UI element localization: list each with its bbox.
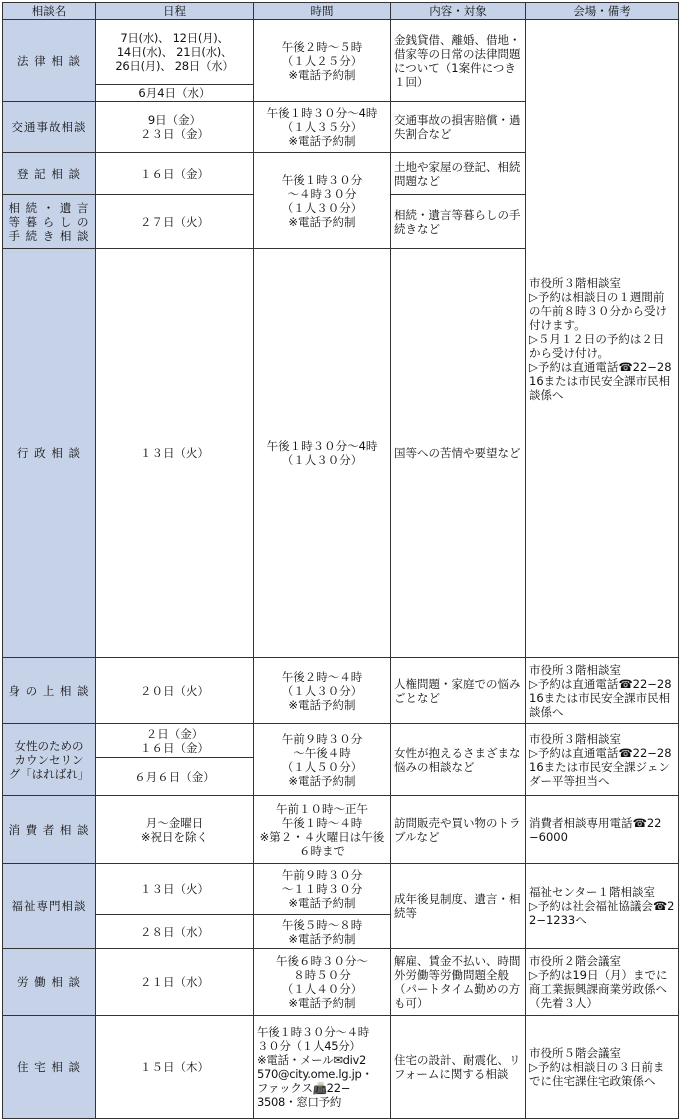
row-content-kotsu: 交通事故の損害賠償・過失割合など [391, 102, 526, 153]
row-date-kotsu: 9日（金） ２３日（金） [96, 102, 254, 153]
header-date: 日程 [96, 3, 254, 20]
table-row [3, 864, 679, 915]
row-content-josei: 女性が抱えるさまざまな悩みの相談など [391, 724, 526, 796]
row-content-toki: 土地や家屋の登記、相続問題など [391, 153, 526, 195]
venue-josei: 市役所３階相談室 ▷予約は直通電話☎22−2816または市民安全課ジェンダー平等担当へ [526, 724, 679, 796]
row-date-fukushi: １３日（火） [96, 864, 254, 915]
row-time2-fukushi: 午後５時～８時 ※電話予約制 [254, 915, 391, 949]
table-row [3, 796, 679, 864]
row-date-jutaku: １５日（木） [96, 1016, 254, 1119]
row-content-jutaku: 住宅の設計、耐震化、リフォームに関する相談 [391, 1016, 526, 1119]
row-date-shohisha: 月～金曜日 ※祝日を除く [96, 796, 254, 864]
row-date-minoue: ２０日（火） [96, 658, 254, 724]
venue-rodo: 市役所２階会議室 ▷予約は19日（月）までに商工業振興課商業労政係へ（先着３人） [526, 949, 679, 1016]
row-content-horitsu: 金銭貸借、離婚、借地・借家等の日常の法律問題について（1案件につき１回） [391, 20, 526, 102]
row-name-shohisha: 消 費 者 相 談 [3, 796, 96, 864]
consultation-table [2, 2, 679, 1119]
row-name-rodo: 労 働 相 談 [3, 949, 96, 1016]
row-content-minoue: 人権問題・家庭での悩みごとなど [391, 658, 526, 724]
row-time-horitsu: 午後２時～５時 （１人２５分） ※電話予約制 [254, 20, 391, 102]
venue-minoue: 市役所３階相談室 ▷予約は直通電話☎22−2816または市民安全課市民相談係へ [526, 658, 679, 724]
row-date2-fukushi: ２８日（水） [96, 915, 254, 949]
row-name-josei: 女性のための カウンセリン グ「はればれ」 [3, 724, 96, 796]
header-venue: 会場・備考 [526, 3, 679, 20]
venue-jutaku: 市役所５階会議室 ▷予約は相談日の３日前までに住宅課住宅政策係へ [526, 1016, 679, 1119]
row-time-kotsu: 午後１時３０分～4時 （１人３５分） ※電話予約制 [254, 102, 391, 153]
row-name-horitsu: 法 律 相 談 [3, 20, 96, 102]
venue-group1: 市役所３階相談室 ▷予約は相談日の１週間前の午前８時３０分から受け付けます。 ▷５月１２日の予約は２日から受け付け。 ▷予約は直通電話☎22−2816または市民安全課市民相談係へ [526, 20, 679, 658]
row-date-toki: １６日（金） [96, 153, 254, 195]
row-time-jutaku: 午後１時３０分～４時 ３０分（１人45分） ※電話・メール✉div2 570@city.ome.lg.jp・ ファックス📠22− 3508・窓口予約 [254, 1016, 391, 1119]
row-time-rodo: 午後６時３０分～ ８時５０分 （１人４０分） ※電話予約制 [254, 949, 391, 1016]
row-content-gyosei: 国等への苦情や要望など [391, 249, 526, 658]
row-time-gyosei: 午後１時３０分～4時 （１人３０分） [254, 249, 391, 658]
table-row [3, 949, 679, 1016]
table-row [3, 724, 679, 758]
venue-shohisha: 消費者相談専用電話☎22−6000 [526, 796, 679, 864]
row-name-fukushi: 福祉専門相談 [3, 864, 96, 949]
table-row [3, 1016, 679, 1119]
row-time-fukushi: 午前９時３０分 ～１１時３０分 ※電話予約制 [254, 864, 391, 915]
row-content-rodo: 解雇、賃金不払い、時間外労働等労働問題全般（パートタイム勤めの方も可） [391, 949, 526, 1016]
row-date-josei: ２日（金） １６日（金） [96, 724, 254, 758]
row-time-toki: 午後１時３０分 ～４時３０分 （１人３０分） ※電話予約制 [254, 153, 391, 249]
row-date-horitsu: 7日(水)、 12日(月)、 14日(水)、 21日(水)、 26日(月)、 28日（水） [96, 20, 254, 85]
table-row [3, 658, 679, 724]
header-content: 内容・対象 [391, 3, 526, 20]
row-name-jutaku: 住 宅 相 談 [3, 1016, 96, 1119]
table-header-row [3, 3, 679, 20]
row-content-fukushi: 成年後見制度、遺言・相続等 [391, 864, 526, 949]
row-time-shohisha: 午前１０時～正午 午後１時～４時 ※第２・４火曜日は午後６時まで [254, 796, 391, 864]
row-name-sozoku: 相 続 ・ 遺 言 等 暮 ら し の 手 続 き 相 談 [3, 195, 96, 249]
row-name-gyosei: 行 政 相 談 [3, 249, 96, 658]
row-date2-josei: ６月６日（金） [96, 758, 254, 796]
row-date-gyosei: １３日（火） [96, 249, 254, 658]
venue-fukushi: 福祉センター１階相談室 ▷予約は社会福祉協議会☎22−1233へ [526, 864, 679, 949]
row-date-sozoku: ２７日（火） [96, 195, 254, 249]
row-name-minoue: 身 の 上 相 談 [3, 658, 96, 724]
header-name: 相談名 [3, 3, 96, 20]
row-content-sozoku: 相続・遺言等暮らしの手続きなど [391, 195, 526, 249]
table-row [3, 20, 679, 85]
row-name-toki: 登 記 相 談 [3, 153, 96, 195]
row-content-shohisha: 訪問販売や買い物のトラブルなど [391, 796, 526, 864]
row-time-minoue: 午後２時～４時 （１人３０分） ※電話予約制 [254, 658, 391, 724]
header-time: 時間 [254, 3, 391, 20]
row-name-kotsu: 交通事故相談 [3, 102, 96, 153]
row-date-rodo: ２１日（水） [96, 949, 254, 1016]
row-time-josei: 午前９時３０分 ～午後４時 （１人５０分） ※電話予約制 [254, 724, 391, 796]
row-date2-horitsu: 6月4日（水） [96, 85, 254, 102]
